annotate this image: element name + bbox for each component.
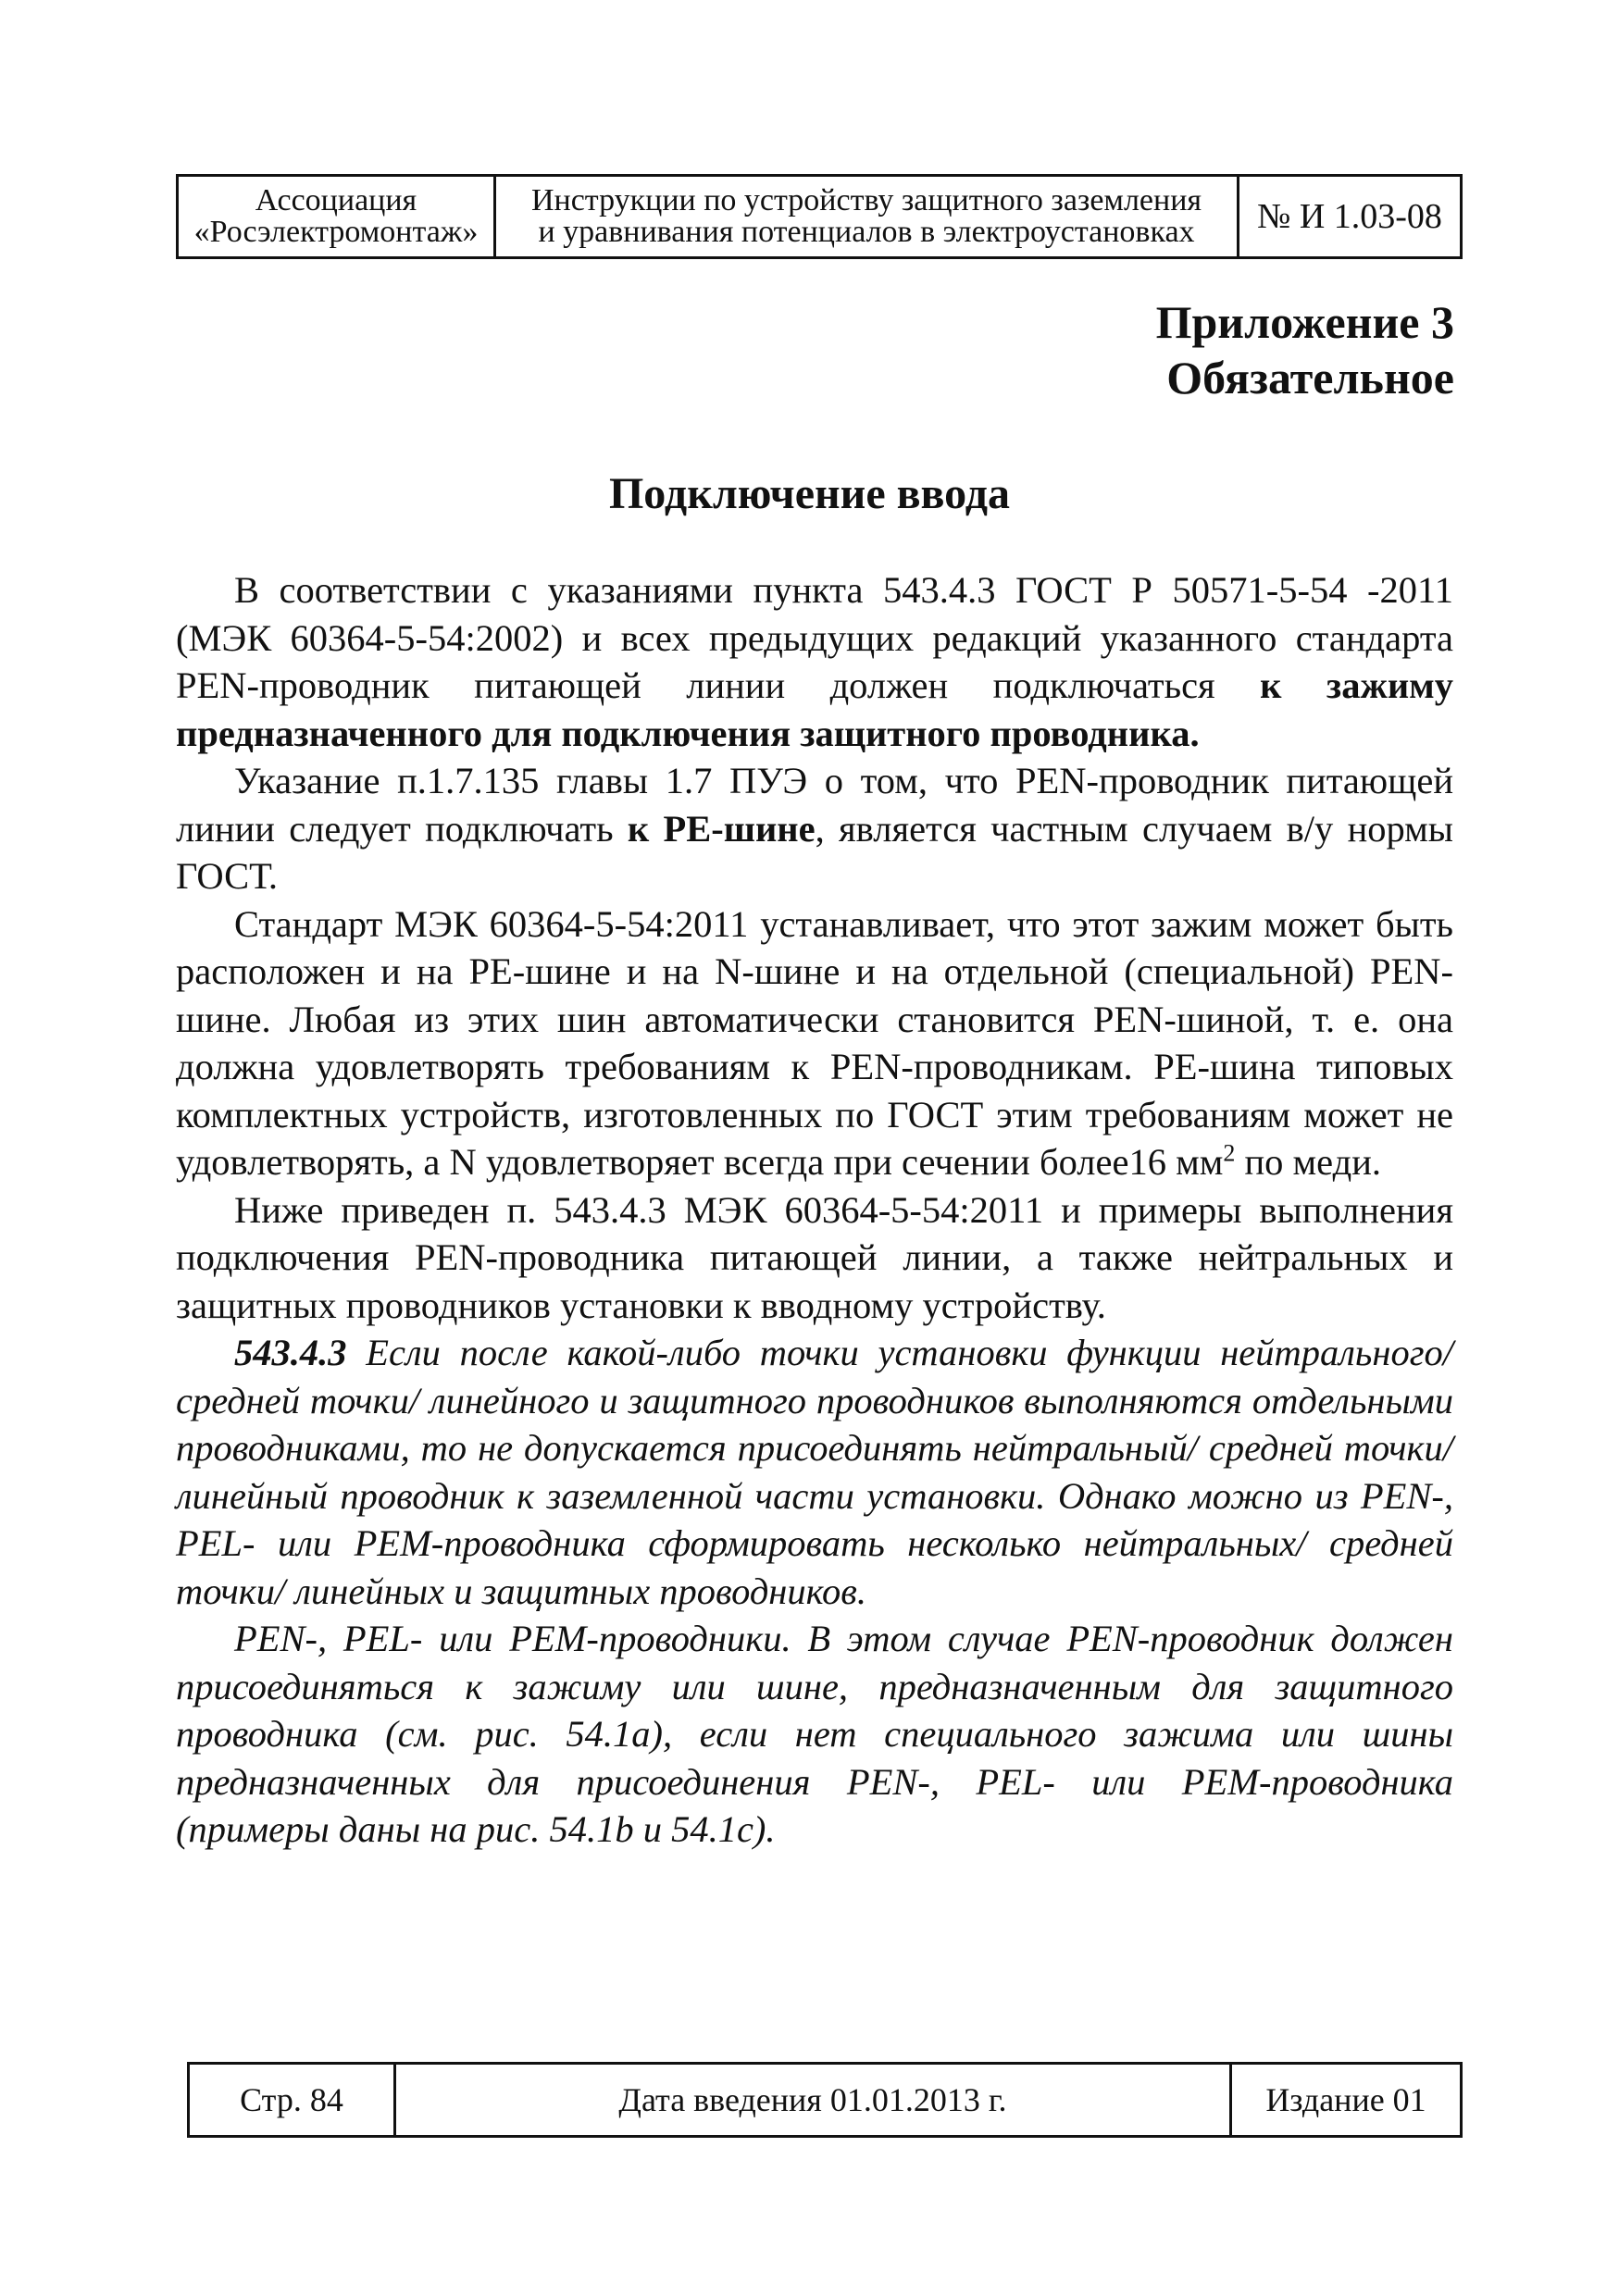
paragraph-5 bbox=[176, 1329, 1453, 1615]
header-title-line1: Инструкции по устройству защитного заземления bbox=[530, 183, 1202, 217]
appendix-label bbox=[1156, 294, 1454, 405]
paragraph-5-text: Если после какой-либо точки установки функции нейтрального/ средней точки/ линейного и защитного проводников выполняются отдельными проводниками, то не допускается присоединять нейтральный/ средней точки/ линейный проводник к заземленной части установки. Однако можно из PEN-, PEL- или PEM-проводника сформировать несколько нейтральных/ средней точки/ линейных и защитных проводников. bbox=[176, 1332, 1453, 1612]
paragraph-2-text: Указание п.1.7.135 главы 1.7 ПУЭ о том, что PEN-проводник питающей линии следует подключать bbox=[176, 760, 1453, 850]
body-text bbox=[176, 566, 1453, 1854]
paragraph-3-text: Стандарт МЭК 60364-5-54:2011 устанавливает, что этот зажим может быть расположен и на PE-шине и на N-шине и на отдельной (специальной) PEN-шине. Любая из этих шин автоматически становится PEN-шиной, т. е. она должна удовлетворять требованиям к PEN-проводникам. PE-шина типовых комплектных устройств, изготовленных по ГОСТ этим требованиям может не удовлетворять, а N удовлетворяет всегда при сечении более16 мм bbox=[176, 902, 1453, 1183]
footer-date: Дата введения 01.01.2013 г. bbox=[396, 2065, 1232, 2135]
paragraph-3-superscript: 2 bbox=[1223, 1139, 1236, 1167]
footer-table bbox=[187, 2062, 1463, 2138]
paragraph-1-text: В соответствии с указаниями пункта 543.4.3 ГОСТ Р 50571-5-54 -2011 (МЭК 60364-5-54:2002) и всех предыдущих редакций указанного стандарта PEN-проводник питающей линии должен подключаться bbox=[176, 569, 1453, 706]
paragraph-1 bbox=[176, 566, 1453, 757]
paragraph-2 bbox=[176, 757, 1453, 900]
header-table bbox=[176, 174, 1463, 259]
clause-number: 543.4.3 bbox=[234, 1332, 347, 1373]
header-org-line2: «Росэлектромонтаж» bbox=[193, 215, 479, 249]
header-title-cell bbox=[496, 177, 1239, 256]
paragraph-6: PEN-, PEL- или PEM-проводники. В этом случае PEN-проводник должен присоединяться к зажиму или шине, предназначенным для защитного проводника (см. рис. 54.1a), если нет специального зажима или шины предназначенных для присоединения PEN-, PEL- или PEM-проводника (примеры даны на рис. 54.1b и 54.1c). bbox=[176, 1618, 1453, 1850]
header-title-line2: и уравнивания потенциалов в электроустановках bbox=[538, 215, 1195, 249]
appendix-status: Обязательное bbox=[1166, 352, 1454, 403]
header-doc-number: № И 1.03-08 bbox=[1257, 197, 1442, 236]
footer-page-number: Стр. 84 bbox=[190, 2065, 396, 2135]
appendix-number: Приложение 3 bbox=[1155, 296, 1454, 348]
paragraph-2-emphasis: к PE-шине bbox=[627, 807, 816, 850]
page-title: Подключение ввода bbox=[608, 469, 1011, 518]
paragraph-2-tail: , является частным случаем в/у нормы ГОСТ. bbox=[176, 807, 1453, 897]
paragraph-3 bbox=[176, 900, 1453, 1186]
paragraph-1-emphasis: к зажиму предназначенного для подключения защитного проводника. bbox=[176, 664, 1453, 754]
header-org-cell bbox=[179, 177, 496, 256]
footer-edition: Издание 01 bbox=[1265, 2081, 1426, 2118]
header-org-line1: Ассоциация bbox=[255, 183, 417, 217]
paragraph-4: Ниже приведен п. 543.4.3 МЭК 60364-5-54:2011 и примеры выполнения подключения PEN-проводника питающей линии, а также нейтральных и защитных проводников установки к вводному устройству. bbox=[176, 1188, 1453, 1326]
paragraph-3-tail: по меди. bbox=[1235, 1141, 1382, 1183]
